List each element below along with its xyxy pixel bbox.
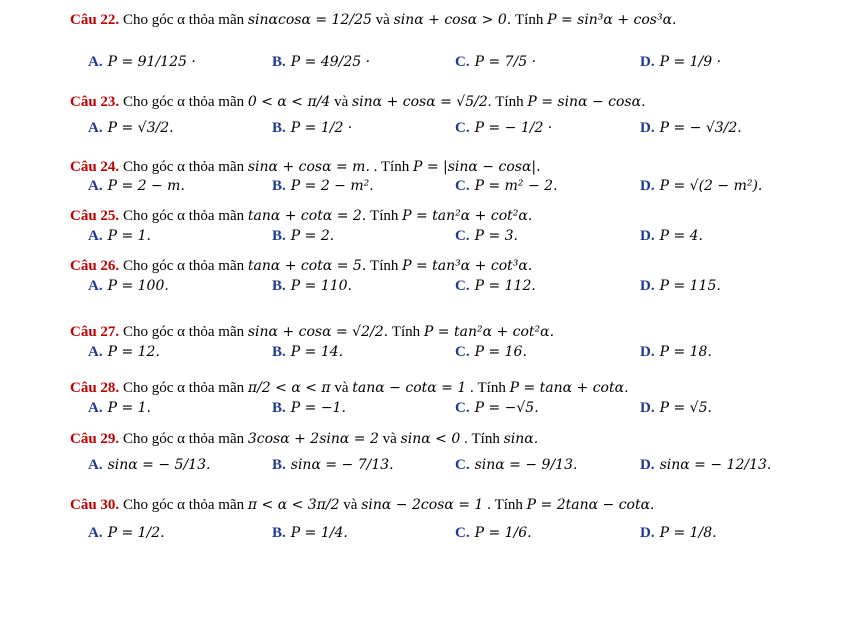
question-line [70, 206, 532, 226]
answer-option[interactable] [455, 276, 536, 296]
answer-option-key: D. [640, 120, 655, 136]
question-number: Câu 26. [70, 258, 120, 274]
answer-option-key: C. [455, 457, 470, 473]
answer-option-key: D. [640, 228, 655, 244]
question-text: Cho góc α thỏa mãn [119, 497, 248, 513]
answer-option-key: C. [455, 525, 470, 541]
answer-option-value: P = 1/6. [474, 525, 532, 541]
answer-option-value: P = 91/125 · [107, 54, 196, 70]
question-condition: sinα + cosα = √2/2. [247, 324, 389, 340]
question-text: Cho góc α thỏa mãn [119, 258, 248, 274]
answer-option[interactable] [88, 226, 151, 246]
answer-option-key: A. [88, 278, 103, 294]
question-text: Cho góc α thỏa mãn [119, 324, 248, 340]
answer-option-value: P = 12. [107, 344, 160, 360]
question-text: Cho góc α thỏa mãn [119, 159, 248, 175]
answer-option[interactable] [88, 342, 160, 362]
question-number: Câu 28. [70, 380, 120, 396]
answer-option[interactable] [455, 226, 518, 246]
answer-option-key: D. [640, 344, 655, 360]
answer-option[interactable] [272, 52, 370, 72]
answer-option[interactable] [455, 455, 577, 475]
answer-option-value: sinα = − 9/13. [474, 457, 578, 473]
question-text: . Tính [369, 159, 413, 175]
answer-option[interactable] [272, 342, 343, 362]
question-text: . Tính [487, 94, 528, 110]
question-target: P = |sinα − cosα|. [412, 159, 541, 175]
answer-option-key: B. [272, 344, 286, 360]
answer-option-key: A. [88, 525, 103, 541]
question-text: Tính [366, 208, 403, 224]
question-condition: sinα + cosα > 0. [393, 12, 512, 28]
question-line [70, 157, 541, 177]
question-text: Cho góc α thỏa mãn [119, 12, 248, 28]
answer-option[interactable] [455, 52, 536, 72]
answer-option-value: P = 2 − m². [290, 178, 374, 194]
answer-option-key: D. [640, 400, 655, 416]
answer-option-value: P = 110. [290, 278, 352, 294]
question-condition: 3cosα + 2sinα = 2 [247, 431, 379, 447]
question-condition: π < α < 3π/2 [247, 497, 340, 513]
question-number: Câu 30. [70, 497, 120, 513]
answer-option-key: B. [272, 400, 286, 416]
question-target: P = sinα − cosα. [527, 94, 646, 110]
question-line [70, 10, 676, 30]
question-target: P = tan²α + cot²α. [423, 324, 555, 340]
answer-option-value: P = 112. [474, 278, 536, 294]
answer-option-key: D. [640, 525, 655, 541]
answer-option[interactable] [640, 455, 771, 475]
answer-option-value: P = 2. [290, 228, 335, 244]
answer-option-key: D. [640, 278, 655, 294]
question-number: Câu 25. [70, 208, 120, 224]
answer-option-value: P = 1. [107, 400, 152, 416]
answer-option[interactable] [640, 176, 762, 196]
answer-option[interactable] [455, 176, 558, 196]
answer-option[interactable] [88, 455, 210, 475]
question-text: . Tính [483, 497, 527, 513]
answer-option[interactable] [640, 398, 712, 418]
answer-option[interactable] [455, 342, 527, 362]
question-text: và [378, 431, 401, 447]
answer-option-value: P = 16. [474, 344, 527, 360]
question-line [70, 322, 554, 342]
answer-option-value: P = 1/4. [290, 525, 348, 541]
answer-option-value: P = √3/2. [107, 120, 174, 136]
question-condition: tanα + cotα = 2. [247, 208, 367, 224]
answer-option-key: D. [640, 457, 655, 473]
question-condition: tanα − cotα = 1 [352, 380, 467, 396]
question-condition: sinα + cosα = m. [247, 159, 370, 175]
answer-option-value: P = 2 − m. [107, 178, 185, 194]
question-condition: sinα + cosα = √5/2 [351, 94, 488, 110]
question-number: Câu 22. [70, 12, 120, 28]
answer-option[interactable] [455, 398, 539, 418]
answer-option-value: P = 100. [107, 278, 169, 294]
question-number: Câu 24. [70, 159, 120, 175]
answer-option-key: B. [272, 120, 286, 136]
answer-option[interactable] [455, 523, 532, 543]
question-condition: π/2 < α < π [247, 380, 331, 396]
question-text: Cho góc α thỏa mãn [119, 380, 248, 396]
answer-option-value: P = 115. [659, 278, 721, 294]
answer-option-key: A. [88, 344, 103, 360]
answer-option[interactable] [640, 52, 721, 72]
answer-option-key: C. [455, 120, 470, 136]
answer-option[interactable] [272, 523, 348, 543]
answer-option-value: sinα = − 7/13. [290, 457, 394, 473]
question-target: P = sin³α + cos³α. [547, 12, 677, 28]
question-text: và [371, 12, 394, 28]
answer-option-value: P = m² − 2. [474, 178, 558, 194]
answer-option-value: P = 1/2 · [290, 120, 353, 136]
question-text: và [330, 94, 352, 110]
question-target: P = 2tanα − cotα. [526, 497, 655, 513]
answer-option-value: P = 7/5 · [474, 54, 537, 70]
answer-option[interactable] [272, 176, 374, 196]
answer-option-value: sinα = − 12/13. [659, 457, 772, 473]
question-line [70, 256, 532, 276]
answer-option[interactable] [640, 276, 721, 296]
question-text: . Tính [460, 431, 504, 447]
question-condition: tanα + cotα = 5. [247, 258, 367, 274]
answer-option[interactable] [272, 276, 352, 296]
answer-option-value: P = 14. [290, 344, 344, 360]
question-line [70, 378, 629, 398]
answer-option[interactable] [88, 523, 165, 543]
answer-option-key: C. [455, 278, 470, 294]
answer-option-value: P = − 1/2 · [474, 120, 553, 136]
answer-option-key: C. [455, 400, 470, 416]
answer-option-key: B. [272, 54, 286, 70]
question-target: sinα. [503, 431, 539, 447]
answer-option[interactable] [640, 523, 717, 543]
answer-option-key: A. [88, 228, 103, 244]
question-number: Câu 27. [70, 324, 120, 340]
answer-option-key: B. [272, 178, 286, 194]
answer-option-key: A. [88, 457, 103, 473]
answer-option-key: B. [272, 457, 286, 473]
answer-option-value: P = 49/25 · [290, 54, 371, 70]
question-condition: sinα − 2cosα = 1 [361, 497, 484, 513]
answer-option-key: B. [272, 525, 286, 541]
answer-option[interactable] [272, 455, 394, 475]
answer-option-key: D. [640, 178, 655, 194]
answer-option-value: P = √(2 − m²). [659, 178, 763, 194]
answer-option[interactable] [455, 118, 552, 138]
answer-option-value: sinα = − 5/13. [107, 457, 211, 473]
answer-option-value: P = −1. [290, 400, 346, 416]
answer-option[interactable] [88, 52, 196, 72]
answer-option-key: C. [455, 344, 470, 360]
answer-option-key: A. [88, 400, 103, 416]
question-text: Tính [511, 12, 548, 28]
answer-option-value: P = √5. [659, 400, 712, 416]
question-line [70, 429, 538, 449]
question-text: Cho góc α thỏa mãn [119, 94, 248, 110]
answer-option[interactable] [88, 118, 174, 138]
answer-option-value: P = 4. [659, 228, 704, 244]
answer-option[interactable] [88, 276, 169, 296]
answer-option[interactable] [640, 226, 703, 246]
question-line [70, 92, 646, 112]
answer-option-key: A. [88, 54, 103, 70]
answer-option[interactable] [272, 226, 334, 246]
question-line [70, 495, 655, 515]
answer-option-value: P = 1/2. [107, 525, 165, 541]
question-text: Cho góc α thỏa mãn [119, 431, 248, 447]
answer-option-key: B. [272, 278, 286, 294]
answer-option-value: P = 1/9 · [659, 54, 722, 70]
answer-option-value: P = 1. [107, 228, 152, 244]
answer-option[interactable] [272, 398, 346, 418]
question-text: và [339, 497, 362, 513]
answer-option-value: P = −√5. [474, 400, 539, 416]
answer-option-key: A. [88, 178, 103, 194]
question-text: Cho góc α thỏa mãn [119, 208, 248, 224]
question-text: và [330, 380, 353, 396]
question-target: P = tan²α + cot²α. [402, 208, 533, 224]
question-target: P = tanα + cotα. [509, 380, 629, 396]
answer-option[interactable] [640, 118, 742, 138]
question-number: Câu 29. [70, 431, 120, 447]
answer-option[interactable] [88, 176, 185, 196]
answer-option[interactable] [272, 118, 352, 138]
answer-option-value: P = − √3/2. [659, 120, 742, 136]
answer-option-key: C. [455, 54, 470, 70]
question-condition: 0 < α < π/4 [247, 94, 331, 110]
question-number: Câu 23. [70, 94, 120, 110]
question-condition: sinαcosα = 12/25 [247, 12, 372, 28]
answer-option-value: P = 3. [474, 228, 519, 244]
answer-option[interactable] [640, 342, 712, 362]
question-text: Tính [366, 258, 403, 274]
answer-option-key: B. [272, 228, 286, 244]
answer-option-value: P = 18. [659, 344, 712, 360]
answer-option-key: D. [640, 54, 655, 70]
answer-option-key: A. [88, 120, 103, 136]
answer-option[interactable] [88, 398, 151, 418]
question-text: . Tính [466, 380, 510, 396]
question-condition: sinα < 0 [400, 431, 461, 447]
answer-option-key: C. [455, 228, 470, 244]
question-text: Tính [388, 324, 424, 340]
question-target: P = tan³α + cot³α. [402, 258, 533, 274]
answer-option-key: C. [455, 178, 470, 194]
answer-option-value: P = 1/8. [659, 525, 717, 541]
